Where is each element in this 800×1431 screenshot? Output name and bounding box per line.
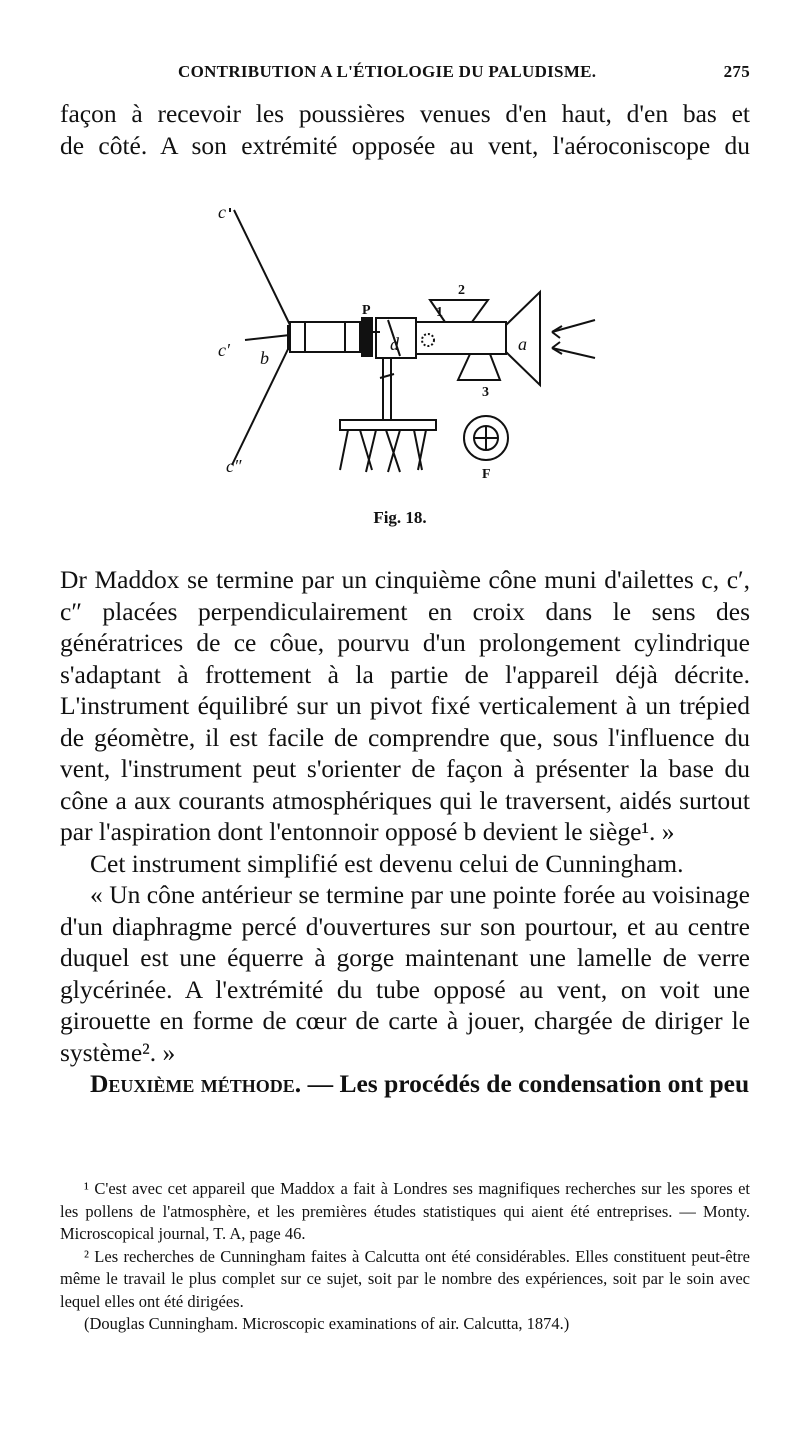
intro-line-1: façon à recevoir les poussières venues d'en haut, d'en bas et xyxy=(60,99,750,128)
label-c-top: c xyxy=(218,202,226,222)
label-c-double-prime: c″ xyxy=(226,456,242,476)
label-3: 3 xyxy=(482,385,489,400)
footnote-2: ² Les recherches de Cunningham faites à Calcutta ont été considérables. Elles constituent peut-être même le travail le plus complet sur ce sujet, soit par le nombre des expériences, soit par le soin avec lequel elles ont été dirigées. xyxy=(60,1246,750,1311)
label-F: F xyxy=(482,467,491,482)
section-lead-rest: — Les procédés de condensation ont peu xyxy=(301,1069,750,1098)
paragraph-maddox: Dr Maddox se termine par un cinquième cône muni d'ailettes c, c′, c″ placées perpendiculairement en croix dans le sens des génératrices de ce côue, pourvu d'un prolongement cylindrique s'adaptant à frottement à la partie de l'appareil déjà décrite. L'instrument équilibré sur un pivot fixé verticalement à un trépied de géomètre, il est facile de comprendre que, sous l'influence du vent, l'instrument peut s'orienter de façon à présenter la base du cône a aux courants atmosphériques qui le traversent, aidés surtout par l'aspiration dont l'entonnoir opposé b devient le siège¹. » xyxy=(60,565,750,846)
paragraph-second-method xyxy=(60,1068,750,1100)
label-d: d xyxy=(390,334,399,354)
footnotes xyxy=(60,1178,750,1336)
main-text xyxy=(60,564,750,1100)
paragraph-cone-description: « Un cône antérieur se termine par une pointe forée au voisinage d'un diaphragme percé d'ouvertures sur son pourtour, et au centre duquel est une équerre à gorge maintenant une lamelle de verre glycérinée. A l'extrémité du tube opposé au vent, on voit une girouette en forme de cœur de carte à jouer, chargée de diriger le système². » xyxy=(60,880,750,1067)
label-P: P xyxy=(362,303,371,318)
footnote-3: (Douglas Cunningham. Microscopic examinations of air. Calcutta, 1874.) xyxy=(84,1314,570,1333)
running-header xyxy=(60,62,750,86)
intro-line-2: de côté. A son extrémité opposée au vent, l'aéroconiscope du xyxy=(60,130,750,160)
label-b: b xyxy=(260,348,269,368)
label-1: 1 xyxy=(436,305,443,320)
aeroconiscope-figure xyxy=(200,180,620,510)
section-lead: Deuxième méthode. xyxy=(90,1069,302,1098)
figure-caption: Fig. 18. xyxy=(373,508,427,527)
footnote-1: ¹ C'est avec cet appareil que Maddox a fait à Londres ses magnifiques recherches sur les spores et les pollens de l'atmosphère, et les premières études statistiques qui aient été entreprises. — Monty. Microscopical journal, T. A, page 46. xyxy=(60,1179,750,1243)
label-a: a xyxy=(518,334,527,354)
label-2: 2 xyxy=(458,283,465,298)
running-title: CONTRIBUTION A L'ÉTIOLOGIE DU PALUDISME. xyxy=(178,62,597,81)
label-c-prime: c′ xyxy=(218,340,230,360)
intro-text xyxy=(60,98,750,161)
page-number: 275 xyxy=(723,62,750,81)
paragraph-cunningham-intro: Cet instrument simplifié est devenu celui de Cunningham. xyxy=(90,848,684,878)
